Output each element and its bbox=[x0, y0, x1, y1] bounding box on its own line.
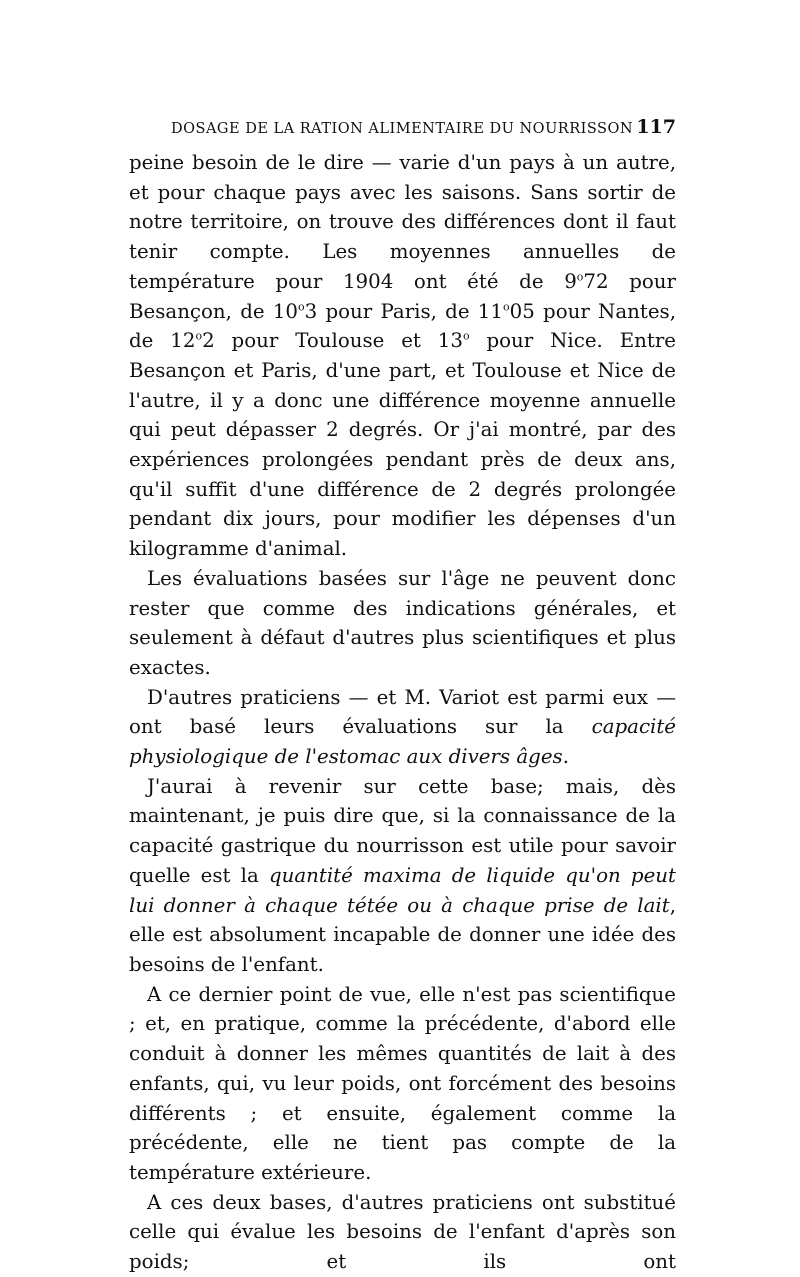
paragraph-4-italic: quantité maxima de liquide qu'on peut lui donner à chaque tétée ou à chaque prise de lait bbox=[129, 863, 676, 917]
page-number: 117 bbox=[636, 116, 676, 138]
degree-mark: o bbox=[195, 329, 203, 343]
paragraph-1-text-b: 72 pour Besançon, de 10 bbox=[129, 269, 676, 323]
paragraph-1-text-f: pour Nice. Entre Besançon et Paris, d'une part, et Toulouse et Nice de l'autre, il y a donc une différence moyenne annuelle qui peut dépasser 2 degrés. Or j'ai montré, par des expériences prolongées pendant près de deux ans, qu'il suffit d'une différence de 2 degrés prolongée pendant dix jours, pour modifier les dépenses d'un kilogramme d'animal. bbox=[129, 329, 676, 561]
degree-mark: o bbox=[576, 270, 584, 284]
paragraph-4-text-a: J'aurai à revenir sur cette base; mais, dès maintenant, je puis dire que, si la connaissance de la capacité gastrique du nourrisson est utile pour savoir quelle est la bbox=[129, 774, 676, 887]
paragraph-1-text-a: peine besoin de le dire — varie d'un pays à un autre, et pour chaque pays avec les saisons. Sans sortir de notre territoire, on trouve des différences dont il faut tenir compte. Les moyennes annuelles de température pour 1904 ont été de 9 bbox=[129, 151, 676, 293]
paragraph-3-text-b: . bbox=[562, 745, 569, 769]
paragraph-1 bbox=[129, 148, 676, 564]
running-header bbox=[171, 116, 676, 140]
paragraph-3 bbox=[129, 683, 676, 772]
paragraph-1-text-e: 2 pour Toulouse et 13 bbox=[202, 329, 463, 353]
degree-mark: o bbox=[502, 299, 510, 313]
degree-mark: o bbox=[462, 329, 470, 343]
paragraph-1-text-c: 3 pour Paris, de 11 bbox=[304, 299, 503, 323]
paragraph-3-text-a: D'autres praticiens — et M. Variot est parmi eux — ont basé leurs évaluations sur la bbox=[129, 685, 676, 739]
degree-mark: o bbox=[298, 299, 305, 313]
paragraph-2: Les évaluations basées sur l'âge ne peuvent donc rester que comme des indications générales, et seulement à défaut d'autres plus scientifiques et plus exactes. bbox=[129, 566, 676, 679]
paragraph-1-text-d: 05 pour Nantes, de 12 bbox=[129, 299, 676, 353]
book-page bbox=[129, 116, 676, 1277]
body-text bbox=[129, 148, 676, 1277]
running-title: DOSAGE DE LA RATION ALIMENTAIRE DU NOURRISSON bbox=[171, 121, 634, 137]
paragraph-4-text-b: , elle est absolument incapable de donner une idée des besoins de l'enfant. bbox=[129, 893, 676, 976]
paragraph-5: A ce dernier point de vue, elle n'est pas scientifique ; et, en pratique, comme la précédente, d'abord elle conduit à donner les mêmes quantités de lait à des enfants, qui, vu leur poids, ont forcément des besoins différents ; et ensuite, également comme la précédente, elle ne tient pas compte de la température extérieure. bbox=[129, 982, 676, 1184]
paragraph-4 bbox=[129, 772, 676, 980]
paragraph-6: A ces deux bases, d'autres praticiens ont substitué celle qui évalue les besoins de l'enfant d'après son poids; et ils ont bbox=[129, 1190, 676, 1274]
paragraph-3-italic: capacité physiologique de l'estomac aux divers âges bbox=[129, 715, 676, 769]
